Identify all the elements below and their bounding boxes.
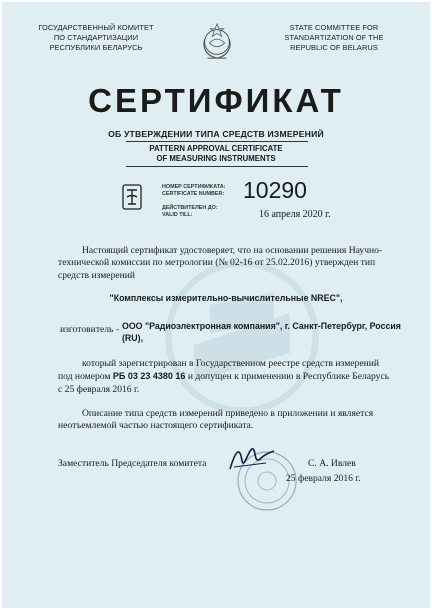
signature-date: 25 февраля 2016 г. (286, 473, 361, 484)
header-left-line: РЕСПУБЛИКИ БЕЛАРУСЬ (49, 43, 143, 52)
certification-mark-icon (122, 184, 142, 210)
handwritten-signature-icon (226, 439, 276, 479)
registry-number: РБ 03 23 4380 16 (112, 371, 186, 382)
state-emblem-icon (198, 22, 236, 62)
paragraph-decision: Настоящий сертификат удостоверяет, что на основании решения Научно-технической комиссии по метрологии (№ 02-16 от 25.02.2016) утвержден тип средств измерений (58, 245, 383, 281)
signer-name: С. А. Ивлев (308, 458, 356, 469)
subtitle-ru: ОБ УТВЕРЖДЕНИИ ТИПА СРЕДСТВ ИЗМЕРЕНИЙ (108, 129, 324, 139)
number-label-en: CERTIFICATE NUMBER: (162, 190, 225, 197)
subtitle-en-line: PATTERN APPROVAL CERTIFICATE (149, 144, 283, 153)
header-left-line: ГОСУДАРСТВЕННЫЙ КОМИТЕТ (38, 23, 154, 32)
certificate-document (2, 2, 430, 608)
header-left (22, 23, 170, 53)
valid-label-en: VALID TILL: (162, 211, 193, 218)
valid-label-ru: ДЕЙСТВИТЕЛЕН ДО: (162, 205, 218, 211)
header-right-line: STATE COMMITTEE FOR (289, 23, 379, 32)
instrument-name: "Комплексы измерительно-вычислительные NREC", (109, 293, 343, 303)
header-left-line: ПО СТАНДАРТИЗАЦИИ (53, 33, 139, 42)
header-right (260, 23, 408, 53)
divider (126, 166, 308, 167)
header-right-line: STANDARTIZATION OF THE (284, 33, 384, 42)
divider (126, 141, 308, 142)
certificate-number: 10290 (243, 177, 307, 203)
subtitle-en-line: OF MEASURING INSTRUMENTS (156, 154, 276, 163)
valid-till-label (162, 205, 218, 218)
registry-text-before: который зарегистрирован в Государственном реестре средств измерений под номером (58, 358, 379, 383)
registry-text-after: и допущен к применению в Республике Беларусь с 25 февраля 2016 г. (58, 371, 390, 395)
subtitle-en (2, 144, 430, 164)
document-title: СЕРТИФИКАТ (88, 82, 344, 119)
header-right-line: REPUBLIC OF BELARUS (290, 43, 378, 52)
paragraph-description: Описание типа средств измерений приведено в приложении и является неотъемлемой частью настоящего сертификата. (58, 408, 374, 432)
number-label-ru: НОМЕР СЕРТИФИКАТА: (162, 184, 226, 190)
signer-role: Заместитель Председателя комитета (58, 458, 207, 469)
manufacturer-value: ООО "Радиоэлектронная компания", г. Санкт-Петербург, Россия (RU), (122, 321, 401, 343)
valid-till-date: 16 апреля 2020 г. (259, 209, 331, 220)
manufacturer-label: изготовитель - (60, 324, 120, 335)
paragraph-registry (58, 358, 394, 396)
certificate-number-label (162, 184, 225, 197)
